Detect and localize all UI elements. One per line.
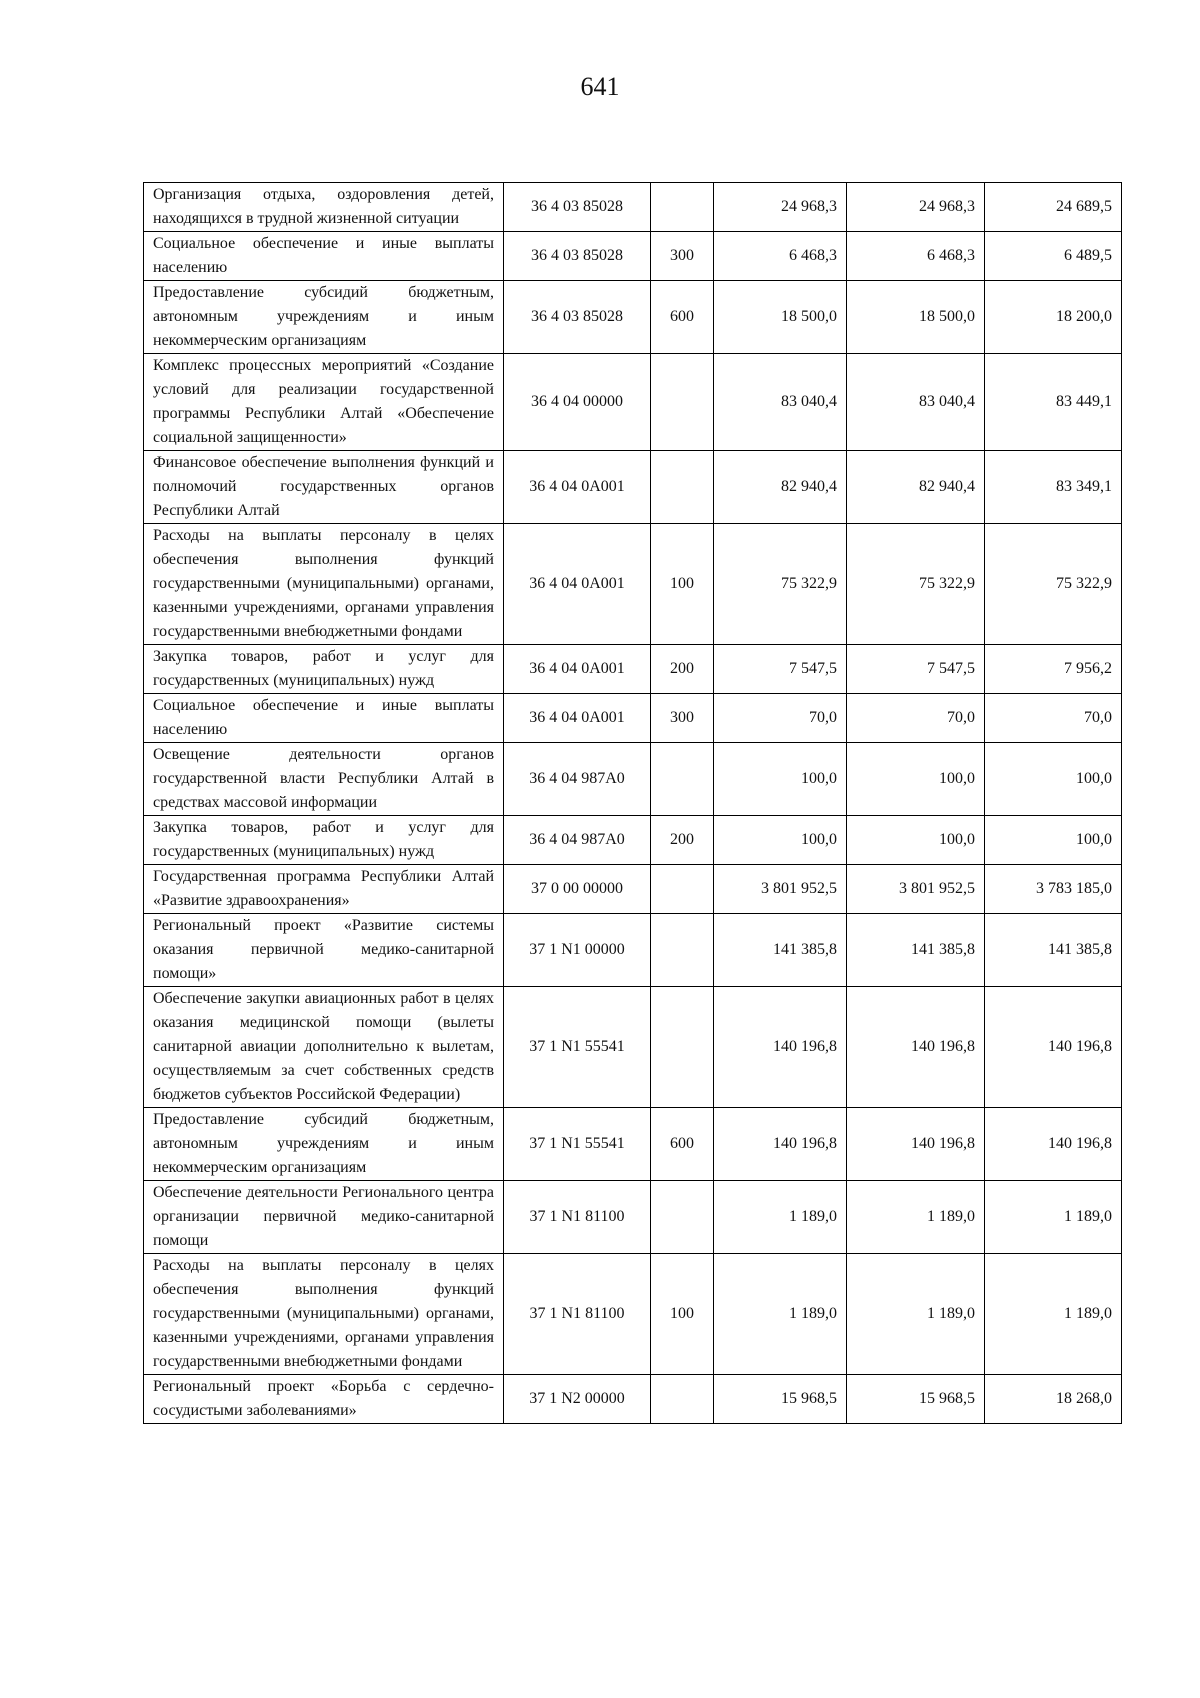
expense-name-cell: Обеспечение закупки авиационных работ в целях оказания медицинской помощи (вылеты санитарной авиации дополнительно к вылетам, осуществляемым за счет собственных средств бюджетов субъектов Российской Федерации): [144, 987, 504, 1108]
amount-year3-cell: 1 189,0: [985, 1181, 1122, 1254]
amount-year1-cell: 1 189,0: [714, 1181, 847, 1254]
expense-type-cell: [651, 183, 714, 232]
amount-year1-cell: 24 968,3: [714, 183, 847, 232]
amount-year2-cell: 83 040,4: [847, 354, 985, 451]
table-row: [144, 281, 1122, 354]
amount-year1-cell: 100,0: [714, 816, 847, 865]
table-row: [144, 743, 1122, 816]
amount-year3-cell: 75 322,9: [985, 524, 1122, 645]
amount-year1-cell: 70,0: [714, 694, 847, 743]
amount-year1-cell: 140 196,8: [714, 987, 847, 1108]
amount-year1-cell: 75 322,9: [714, 524, 847, 645]
expense-type-cell: [651, 987, 714, 1108]
expense-name-cell: Социальное обеспечение и иные выплаты населению: [144, 232, 504, 281]
target-article-code-cell: 37 1 N1 55541: [504, 987, 651, 1108]
table-row: [144, 816, 1122, 865]
amount-year3-cell: 6 489,5: [985, 232, 1122, 281]
expense-name-cell: Расходы на выплаты персоналу в целях обеспечения выполнения функций государственными (муниципальными) органами, казенными учреждениями, органами управления государственными внебюджетными фондами: [144, 524, 504, 645]
amount-year3-cell: 24 689,5: [985, 183, 1122, 232]
amount-year3-cell: 7 956,2: [985, 645, 1122, 694]
expense-name-cell: Предоставление субсидий бюджетным, автономным учреждениям и иным некоммерческим организациям: [144, 1108, 504, 1181]
amount-year1-cell: 83 040,4: [714, 354, 847, 451]
table-row: [144, 914, 1122, 987]
expense-type-cell: 100: [651, 1254, 714, 1375]
target-article-code-cell: 36 4 03 85028: [504, 183, 651, 232]
target-article-code-cell: 36 4 04 0А001: [504, 524, 651, 645]
amount-year2-cell: 18 500,0: [847, 281, 985, 354]
amount-year3-cell: 70,0: [985, 694, 1122, 743]
expense-name-cell: Предоставление субсидий бюджетным, автономным учреждениям и иным некоммерческим организациям: [144, 281, 504, 354]
amount-year1-cell: 1 189,0: [714, 1254, 847, 1375]
expense-name-cell: Организация отдыха, оздоровления детей, находящихся в трудной жизненной ситуации: [144, 183, 504, 232]
table-row: [144, 1254, 1122, 1375]
expense-type-cell: [651, 914, 714, 987]
amount-year3-cell: 18 200,0: [985, 281, 1122, 354]
expense-type-cell: [651, 865, 714, 914]
budget-table: [143, 182, 1122, 1424]
amount-year1-cell: 100,0: [714, 743, 847, 816]
amount-year1-cell: 15 968,5: [714, 1375, 847, 1424]
expense-type-cell: 100: [651, 524, 714, 645]
expense-type-cell: [651, 354, 714, 451]
amount-year1-cell: 3 801 952,5: [714, 865, 847, 914]
expense-type-cell: 600: [651, 281, 714, 354]
expense-name-cell: Освещение деятельности органов государственной власти Республики Алтай в средствах массовой информации: [144, 743, 504, 816]
amount-year1-cell: 141 385,8: [714, 914, 847, 987]
table-row: [144, 1181, 1122, 1254]
amount-year1-cell: 7 547,5: [714, 645, 847, 694]
target-article-code-cell: 37 1 N1 00000: [504, 914, 651, 987]
amount-year3-cell: 18 268,0: [985, 1375, 1122, 1424]
target-article-code-cell: 36 4 04 987А0: [504, 743, 651, 816]
expense-name-cell: Финансовое обеспечение выполнения функций и полномочий государственных органов Республики Алтай: [144, 451, 504, 524]
amount-year3-cell: 141 385,8: [985, 914, 1122, 987]
amount-year3-cell: 1 189,0: [985, 1254, 1122, 1375]
table-row: [144, 694, 1122, 743]
table-row: [144, 354, 1122, 451]
amount-year2-cell: 100,0: [847, 816, 985, 865]
amount-year2-cell: 15 968,5: [847, 1375, 985, 1424]
target-article-code-cell: 36 4 03 85028: [504, 232, 651, 281]
page-number: 641: [580, 72, 620, 101]
amount-year3-cell: 140 196,8: [985, 987, 1122, 1108]
expense-type-cell: [651, 451, 714, 524]
table-row: [144, 987, 1122, 1108]
expense-name-cell: Социальное обеспечение и иные выплаты населению: [144, 694, 504, 743]
target-article-code-cell: 36 4 04 0А001: [504, 645, 651, 694]
amount-year2-cell: 6 468,3: [847, 232, 985, 281]
expense-name-cell: Государственная программа Республики Алтай «Развитие здравоохранения»: [144, 865, 504, 914]
expense-type-cell: 300: [651, 694, 714, 743]
amount-year1-cell: 140 196,8: [714, 1108, 847, 1181]
amount-year2-cell: 1 189,0: [847, 1254, 985, 1375]
target-article-code-cell: 36 4 04 0А001: [504, 451, 651, 524]
target-article-code-cell: 37 1 N2 00000: [504, 1375, 651, 1424]
amount-year2-cell: 140 196,8: [847, 987, 985, 1108]
amount-year3-cell: 140 196,8: [985, 1108, 1122, 1181]
table-row: [144, 451, 1122, 524]
amount-year2-cell: 75 322,9: [847, 524, 985, 645]
table-row: [144, 183, 1122, 232]
table-row: [144, 524, 1122, 645]
amount-year3-cell: 3 783 185,0: [985, 865, 1122, 914]
amount-year1-cell: 82 940,4: [714, 451, 847, 524]
amount-year3-cell: 100,0: [985, 743, 1122, 816]
expense-type-cell: 200: [651, 816, 714, 865]
expense-type-cell: [651, 743, 714, 816]
amount-year2-cell: 100,0: [847, 743, 985, 816]
table-row: [144, 1375, 1122, 1424]
expense-name-cell: Расходы на выплаты персоналу в целях обеспечения выполнения функций государственными (муниципальными) органами, казенными учреждениями, органами управления государственными внебюджетными фондами: [144, 1254, 504, 1375]
amount-year2-cell: 7 547,5: [847, 645, 985, 694]
expense-name-cell: Закупка товаров, работ и услуг для государственных (муниципальных) нужд: [144, 645, 504, 694]
target-article-code-cell: 36 4 03 85028: [504, 281, 651, 354]
amount-year2-cell: 3 801 952,5: [847, 865, 985, 914]
expense-type-cell: [651, 1375, 714, 1424]
amount-year3-cell: 83 449,1: [985, 354, 1122, 451]
expense-type-cell: 600: [651, 1108, 714, 1181]
amount-year1-cell: 6 468,3: [714, 232, 847, 281]
expense-name-cell: Комплекс процессных мероприятий «Создание условий для реализации государственной программы Республики Алтай «Обеспечение социальной защищенности»: [144, 354, 504, 451]
target-article-code-cell: 37 1 N1 81100: [504, 1181, 651, 1254]
amount-year2-cell: 140 196,8: [847, 1108, 985, 1181]
target-article-code-cell: 36 4 04 0А001: [504, 694, 651, 743]
expense-type-cell: 300: [651, 232, 714, 281]
amount-year2-cell: 24 968,3: [847, 183, 985, 232]
table-row: [144, 645, 1122, 694]
target-article-code-cell: 36 4 04 00000: [504, 354, 651, 451]
amount-year2-cell: 1 189,0: [847, 1181, 985, 1254]
amount-year2-cell: 70,0: [847, 694, 985, 743]
table-body: [144, 183, 1122, 1424]
expense-name-cell: Региональный проект «Развитие системы оказания первичной медико-санитарной помощи»: [144, 914, 504, 987]
target-article-code-cell: 37 0 00 00000: [504, 865, 651, 914]
table-row: [144, 865, 1122, 914]
expense-type-cell: [651, 1181, 714, 1254]
target-article-code-cell: 36 4 04 987А0: [504, 816, 651, 865]
expense-name-cell: Закупка товаров, работ и услуг для государственных (муниципальных) нужд: [144, 816, 504, 865]
expense-type-cell: 200: [651, 645, 714, 694]
table-row: [144, 1108, 1122, 1181]
amount-year3-cell: 100,0: [985, 816, 1122, 865]
target-article-code-cell: 37 1 N1 81100: [504, 1254, 651, 1375]
table-row: [144, 232, 1122, 281]
target-article-code-cell: 37 1 N1 55541: [504, 1108, 651, 1181]
amount-year2-cell: 82 940,4: [847, 451, 985, 524]
amount-year2-cell: 141 385,8: [847, 914, 985, 987]
expense-name-cell: Региональный проект «Борьба с сердечно-сосудистыми заболеваниями»: [144, 1375, 504, 1424]
amount-year1-cell: 18 500,0: [714, 281, 847, 354]
amount-year3-cell: 83 349,1: [985, 451, 1122, 524]
expense-name-cell: Обеспечение деятельности Регионального центра организации первичной медико-санитарной помощи: [144, 1181, 504, 1254]
